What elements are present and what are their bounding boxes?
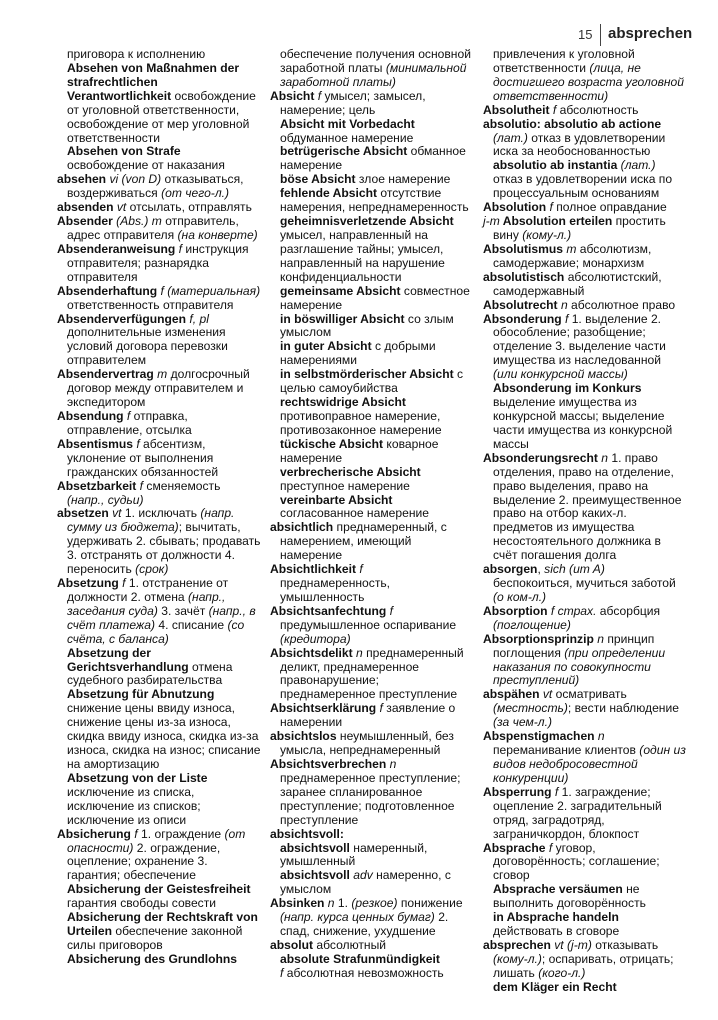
dictionary-entry [483,299,687,313]
dictionary-subentry [270,842,474,870]
definition-text: совместное намерение [280,283,470,312]
headword: Absentismus [57,436,133,451]
running-head: absprechen [608,25,693,42]
grammar-note: (на конверте) [177,227,258,242]
definition-text: ; вычитать, удерживать 2. сбывать; продавать 3. отстранять от должности 4. переносить [67,520,261,577]
definition-text: абсолютизм, самодержавие; монархизм [493,241,652,270]
dictionary-entry [57,828,261,884]
grammar-note: f страх. [547,603,597,618]
dictionary-entry [57,173,261,201]
headword: absolutistisch [483,269,565,284]
grammar-note: f [356,562,363,577]
dictionary-subentry [57,911,261,953]
definition-text: 1. отстранение от должности 2. отмена [67,576,229,604]
definition-text: преднамеренное преступление; заранее спланированное преступление; подготовленное преступление [280,770,461,827]
headword: absetzen [57,506,109,521]
dictionary-subentry [270,494,474,522]
headword: Absonderungsrecht [483,450,598,465]
definition-text: 1. исключать [121,506,201,521]
definition-text: абсолютность [556,102,639,117]
grammar-note: n [594,729,605,744]
definition-text: преднамеренный деликт, преднамеренное правонарушение; преднамеренное преступление [280,645,464,702]
definition-text: 4. списание [155,617,228,632]
grammar-note: (лат.) [493,130,528,145]
dictionary-entry [57,480,261,508]
grammar-note: m [562,241,577,256]
dictionary-entry [483,633,687,689]
definition-text: 1. [334,896,352,911]
dictionary-entry [270,897,474,939]
grammar-note: adv [349,868,373,883]
header-divider [600,24,601,46]
definition-text: действовать в сговоре [493,924,620,939]
definition-text: обеспечение законной силы приговоров [67,924,243,952]
definition-text: отказ в удовлетворении иска за необоснованностью [493,130,666,159]
definition-text: коварное намерение [280,436,439,465]
headword: fehlende Absicht [280,186,377,201]
headword: Absolution [483,200,547,215]
dictionary-entry [270,563,474,605]
grammar-note: vt [113,200,127,215]
dictionary-subentry [270,173,474,187]
definition-text: с целью самоубийства [280,367,464,396]
dictionary-subentry [270,285,474,313]
headword: Absolutismus [483,241,563,256]
definition-text: , [537,562,545,577]
headword: Absicherung der Rechtskraft von Urteilen [67,910,258,939]
definition-text: абсорбция [596,603,661,618]
dictionary-subentry [270,145,474,173]
grammar-note: n [324,896,335,911]
grammar-note: vi (von D) [106,172,162,187]
headword: Absichtsdelikt [270,645,353,660]
dictionary-entry [483,563,687,605]
headword: in Absprache handeln [493,910,619,925]
definition-text: отказ в удовлетворении иска по процессуальным основаниям [493,172,673,201]
headword: Absicht mit Vorbedacht [280,116,415,131]
grammar-note: f [546,200,553,215]
headword: absichtslos [270,729,337,744]
dictionary-entry [483,939,687,981]
dictionary-entry [270,758,474,828]
headword: Absetzung von der Liste [67,770,208,785]
definition-text: исключение из списка, исключение из списков; исключение из описи [67,784,201,827]
dictionary-column-3 [483,48,687,995]
grammar-note: j-m [483,214,500,229]
definition-text: намеренно, с умыслом [280,868,451,897]
definition-text: злое намерение [355,172,451,187]
grammar-note: (или конкурсной массы) [493,367,628,382]
definition-text: 1. выделение 2. обособление; разобщение; отделение 3. выделение части имущества из наследованной [493,311,666,368]
grammar-note: (минимальной заработной платы) [280,60,467,89]
dictionary-entry [483,215,687,243]
definition-text: с добрыми намерениями [280,339,436,368]
definition-text: 2. ограждение, оцепление; охранение 3. гарантия; обеспечение [67,840,221,883]
dictionary-entry [270,647,474,703]
grammar-note: (лица, не достигшего возраста уголовной ответственности) [493,60,684,103]
headword: vereinbarte Absicht [280,492,393,507]
dictionary-subentry [270,466,474,494]
dictionary-subentry [270,438,474,466]
definition-text: не выполнить договорённость [493,882,646,911]
definition-text: ; вести наблюдение [567,701,679,716]
definition-text: понижение [397,896,463,911]
headword: böse Absicht [280,172,356,187]
dictionary-entry [483,688,687,730]
definition-text: 1. право отделения, право на отделение, право выделения, право на выделение 2. преимущественное право на отбор каких-л. предметов из имущества несостоятельного должника в счёт погашения долга [493,450,682,563]
dictionary-entry [57,507,261,577]
dictionary-entry [57,313,261,369]
dictionary-subentry [483,911,687,939]
headword: Absetzung [57,576,119,591]
definition-text: осматривать [552,687,627,702]
grammar-note: (срок) [135,562,169,577]
definition-text: преступное намерение [280,478,410,493]
dictionary-subentry [270,368,474,396]
definition-text: 3. зачёт [157,603,209,618]
grammar-note: f [376,701,383,716]
definition-text: преднамеренность, умышленность [280,576,391,604]
headword: Absicht [270,88,315,103]
dictionary-entry [270,702,474,730]
dictionary-subentry [483,382,687,452]
dictionary-entry [270,48,474,90]
definition-text: согласованное намерение [280,506,429,521]
definition-text: освобождение от уголовной ответственности, освобождение от мер уголовной ответственности [67,88,256,145]
grammar-note: (напр. сумму из бюджета) [67,506,235,535]
headword: Absehen von Strafe [67,144,181,159]
grammar-note: f [561,311,569,326]
definition-text: гарантия свободы совести [67,896,217,911]
headword: betrügerische Absicht [280,144,408,159]
dictionary-entry [483,243,687,271]
dictionary-subentry [57,688,261,772]
dictionary-subentry [270,118,474,146]
headword: absolutio ab instantia [493,158,618,173]
dictionary-subentry [483,883,687,911]
dictionary-entry [483,201,687,215]
definition-text: абсолютная невозможность [283,965,444,980]
grammar-note: (от чего-л.) [161,186,230,201]
grammar-note: n [597,450,608,465]
definition-text: умысел, направленный на разглашение тайны; умысел, направленный на нарушение конфиденциальности [280,227,445,284]
grammar-note: f [175,241,183,256]
dictionary-entry [483,118,687,160]
definition-text: простить вину [493,214,666,242]
definition-text: беспокоиться, мучиться заботой [493,576,676,591]
definition-text: выделение имущества из конкурсной массы; выделение части имущества из конкурсной массы [493,395,673,451]
headword: Abspenstigmachen [483,729,595,744]
grammar-note: (один из видов недобросовестной конкуренции) [493,743,686,785]
dictionary-subentry [483,981,687,995]
definition-text: предумышленное оспаривание [280,617,457,632]
grammar-note: vt [539,687,553,702]
dictionary-entry [57,368,261,410]
headword: in böswilliger Absicht [280,311,405,326]
dictionary-entry [57,410,261,438]
headword: absichtsvoll: [270,826,344,841]
dictionary-entry [270,521,474,563]
dictionary-subentry [270,967,474,981]
headword: Absetzung für Abnutzung [67,687,215,702]
dictionary-subentry [270,313,474,341]
headword: Absichtsanfechtung [270,603,387,618]
dictionary-entry [57,48,261,62]
dictionary-entry [57,243,261,285]
definition-text: со злым умыслом [280,311,454,340]
headword: Absorptionsprinzip [483,631,594,646]
headword: dem Kläger ein Recht [493,979,617,994]
grammar-note: f [545,840,553,855]
definition-text: обдуманное намерение [280,130,414,145]
definition-text: умысел; замысел, намерение; цель [280,88,426,117]
headword: absehen [57,172,107,187]
grammar-note: (кого-л.) [538,965,586,980]
grammar-note: f [551,784,559,799]
definition-text: полное оправдание [552,200,667,215]
definition-text: сменяемость [143,478,221,493]
dictionary-subentry [483,159,687,201]
dictionary-entry [270,730,474,758]
definition-text: долгосрочный договор между отправителем и экспедитором [67,367,250,410]
grammar-note: (напр., судьи) [67,492,144,507]
headword: tückische Absicht [280,436,384,451]
headword: Absendung [57,408,124,423]
headword: geheimnisverletzende Absicht [280,214,454,229]
grammar-note: f, pl [186,311,209,326]
headword: absprechen [483,938,551,952]
headword: absorgen [483,562,538,577]
definition-text: ответственность отправителя [67,297,234,312]
headword: Absenderhaftung [57,283,158,298]
grammar-note: f [280,965,284,980]
headword: rechtswidrige Absicht [280,395,406,410]
headword: Absprache [483,840,546,855]
grammar-note: (местность) [493,701,568,716]
grammar-note: f (материальная) [157,283,261,298]
grammar-note: (при определении наказания по совокупности преступлений) [493,645,666,688]
grammar-note: (поглощение) [493,617,571,632]
grammar-note: f [314,88,322,103]
headword: absolut [270,938,314,952]
dictionary-subentry [57,953,261,967]
dictionary-entry [483,786,687,842]
headword: absichtsvoll [280,868,350,883]
grammar-note: (напр. курса ценных бумаг) [280,910,435,925]
grammar-note: f [118,576,126,591]
dictionary-subentry [270,869,474,897]
dictionary-subentry [270,187,474,215]
headword: Absperrung [483,784,552,799]
headword: Absprache versäumen [493,882,623,897]
definition-text: отказывать [591,938,659,952]
dictionary-entry [57,577,261,647]
dictionary-subentry [57,883,261,911]
page-header [560,24,710,46]
definition-text: 2. спад, снижение, ухудшение [280,910,449,939]
definition-text: отмена судебного разбирательства [67,659,233,688]
headword: absichtlich [270,520,334,535]
grammar-note: (со счёта, с баланса) [67,617,245,646]
definition-text: инструкция отправителя; разнарядка отправителя [67,241,249,284]
dictionary-entry [483,452,687,563]
dictionary-subentry [57,772,261,828]
definition-text: неумышленный, без умысла, непреднамеренный [280,729,454,758]
definition-text: обеспечение получения основной заработной платы [280,47,471,75]
headword: Absonderung im Konkurs [493,381,642,396]
grammar-note: f [132,436,140,451]
dictionary-column-1 [57,48,261,967]
definition-text: освобождение от наказания [67,158,225,173]
definition-text: противоправное намерение, противозаконное намерение [280,408,442,437]
headword: verbrecherische Absicht [280,464,421,479]
headword: Absicherung der Geistesfreiheit [67,882,251,897]
definition-text: 1. ограждение [137,826,225,841]
headword: Absorption [483,603,548,618]
dictionary-subentry [57,62,261,146]
definition-text: снижение цены ввиду износа, снижение цены из-за износа, скидка ввиду износа, скидка из-за износа, скидка на износ; списание на амортизацию [67,701,261,772]
headword: absenden [57,200,114,215]
grammar-note: f [136,478,144,493]
dictionary-entry [483,104,687,118]
dictionary-entry [483,605,687,633]
dictionary-column-2 [270,48,474,981]
definition-text: отказываться, воздерживаться [67,172,244,201]
dictionary-subentry [57,145,261,173]
grammar-note: (напр., заседания суда) [67,589,226,618]
grammar-note: vt [108,506,122,521]
headword: Absinken [270,896,325,911]
grammar-note: m [153,367,168,382]
headword: gemeinsame Absicht [280,283,401,298]
headword: Absender [57,214,113,229]
headword: Absicherung des Grundlohns [67,951,237,966]
grammar-note: n [386,757,397,772]
grammar-note: f [130,826,138,841]
dictionary-entry [57,215,261,243]
headword: Absonderung [483,311,562,326]
headword: Absolution erteilen [499,214,613,229]
headword: Absendervertrag [57,367,154,382]
grammar-note: f [386,603,393,618]
headword: Absetzung der Gerichtsverhandlung [67,645,189,674]
dictionary-subentry [270,340,474,368]
headword: abspähen [483,687,540,702]
definition-text: намеренный, умышленный [280,840,428,869]
definition-text: абсентизм, уклонение от выполнения гражданских обязанностей [67,436,219,479]
grammar-note: (за чем-л.) [493,715,552,730]
grammar-note: (о ком-л.) [493,589,547,604]
headword: Absenderverfügungen [57,311,187,326]
definition-text: дополнительные изменения условий договора перевозки отправителем [67,325,228,368]
dictionary-subentry [270,396,474,438]
headword: absichtsvoll [280,840,350,855]
definition-text: переманивание клиентов [493,743,640,758]
definition-text: абсолютный [313,938,387,952]
dictionary-entry [483,48,687,104]
headword: Absichtlichkeit [270,562,357,577]
definition-text: отправитель, адрес отправителя [67,214,239,242]
grammar-note: n [593,631,604,646]
definition-text: абсолютное право [567,297,676,312]
headword: in guter Absicht [280,339,372,354]
headword: absolute Strafunmündigkeit [280,951,440,966]
grammar-note: f [123,408,131,423]
headword: Absichtsverbrechen [270,757,387,772]
definition-text: ; оспаривать, отрицать; лишать [493,951,674,980]
headword: Absehen von Maßnahmen der strafrechtlichen Verantwortlichkeit [67,60,240,103]
definition-text: уговор, договорённость; соглашение; сговор [493,840,660,883]
dictionary-entry [57,201,261,215]
grammar-note: (от опасности) [67,826,246,855]
grammar-note: n [557,297,568,312]
grammar-note: (кому-л.) [522,227,572,242]
dictionary-entry [483,313,687,383]
grammar-note: n [352,645,363,660]
definition-text: отсылать, отправлять [126,200,252,215]
definition-text: преднамеренный, с намерением, имеющий намерение [280,520,447,563]
headword: Absicherung [57,826,131,841]
dictionary-entry [57,438,261,480]
grammar-note: (кому-л.) [493,951,542,966]
dictionary-subentry [57,647,261,689]
grammar-note: (кредитора) [280,631,351,646]
definition-text: отправка, отправление, отсылка [67,408,192,437]
grammar-note: vt (j-m) [550,938,592,952]
grammar-note: (напр., в счёт платежа) [67,603,256,632]
definition-text: 1. заграждение; оцепление 2. заградительный отряд, заградотряд, заграничкордон, блокпост [493,784,662,841]
grammar-note: (Abs.) m [112,214,162,229]
dictionary-entry [270,90,474,118]
grammar-note: f [549,102,557,117]
headword: Absolutrecht [483,297,558,312]
headword: absolutio: absolutio ab actione [483,116,662,131]
dictionary-entry [270,828,474,842]
headword: Absolutheit [483,102,550,117]
definition-text: принцип поглощения [493,631,655,660]
page-number: 15 [578,27,593,42]
grammar-note: sich (um A) [544,562,605,577]
headword: Absenderanweisung [57,241,176,256]
dictionary-entry [270,605,474,647]
grammar-note: (лат.) [617,158,656,173]
definition-text: отсутствие намерения, непреднамеренность [280,186,469,215]
definition-text: привлечения к уголовной ответственности [493,47,635,75]
definition-text: заявление о намерении [280,701,456,730]
dictionary-entry [483,730,687,786]
dictionary-entry [483,271,687,299]
dictionary-entry [57,285,261,313]
dictionary-entry [270,939,474,953]
definition-text: абсолютистский, самодержавный [493,269,662,298]
headword: in selbstmörderischer Absicht [280,367,454,382]
definition-text: обманное намерение [280,144,466,173]
dictionary-entry [483,842,687,884]
definition-text: приговора к исполнению [67,47,206,61]
dictionary-subentry [270,953,474,967]
headword: Absichtserklärung [270,701,377,716]
dictionary-subentry [270,215,474,285]
headword: Absetzbarkeit [57,478,137,493]
grammar-note: (резкое) [351,896,398,911]
